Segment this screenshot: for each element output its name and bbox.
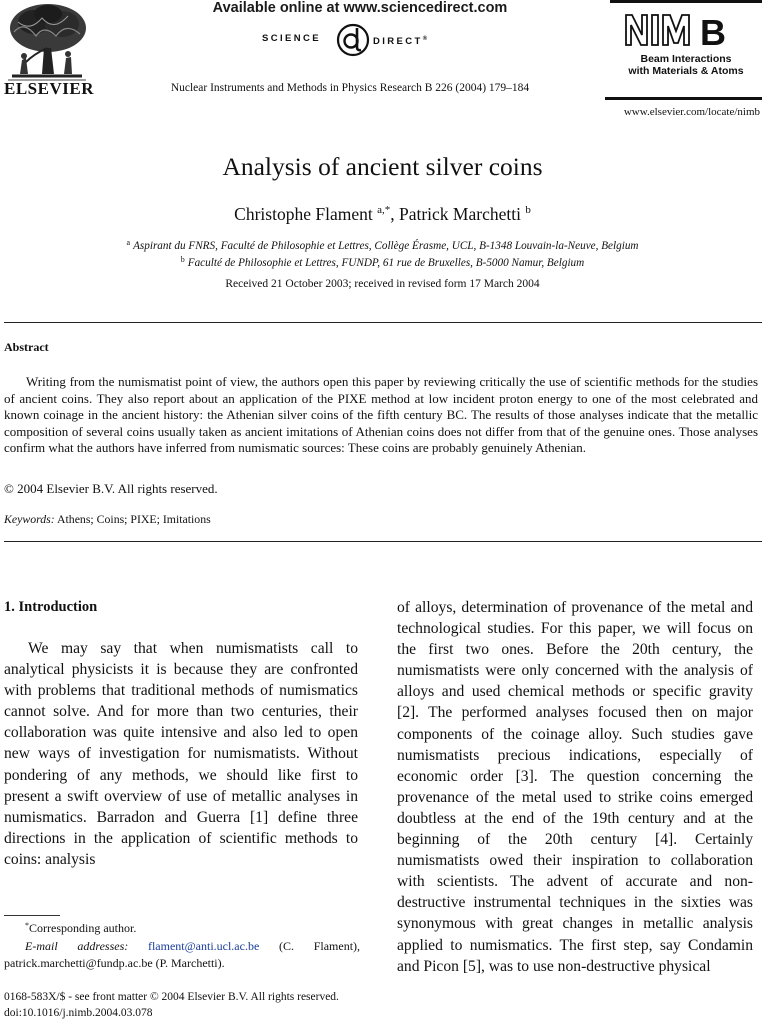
footnote-emails [4,938,360,972]
footnote-corresponding-author [4,921,360,935]
author-1: Christophe Flament [234,204,373,224]
nimb-logo-mark [622,13,752,47]
nimb-subtitle-line-2: with Materials & Atoms [628,65,744,77]
doi[interactable]: doi:10.1016/j.nimb.2004.03.078 [4,1007,153,1019]
elsevier-tree-logo [4,2,90,82]
abstract-text: Writing from the numismatist point of view, the authors open this paper by reviewing critically the use of scientific methods for the studies of ancient coins. They also report about an application of the PIXE method at low incident proton energy to one of the most celebrated and known coinage in the ancient history: the Athenian silver coins of the fifth century BC. The results of those analyses indicate that the metallic composition of several coins usually taken as ancient imitations of Athenian coins does not differ from that of the genuine ones. Those analyses confirm what the authors have inferred from numismatic sources: These coins are probably genuinely Athenian. [4,374,758,455]
keywords-list: Athens; Coins; PIXE; Imitations [57,512,211,526]
abstract-top-rule [4,322,762,323]
sciencedirect-left-word: SCIENCE [262,33,322,44]
section-heading-introduction: 1. Introduction [4,599,98,615]
affiliation-a [20,239,745,253]
affiliation-b [20,256,745,270]
journal-reference: Nuclear Instruments and Methods in Physics Research B 226 (2004) 179–184 [170,82,530,94]
author-separator: , [390,204,399,224]
received-dates: Received 21 October 2003; received in revised form 17 March 2004 [225,278,540,290]
email-owner-flament: (C. Flament), [279,939,361,953]
sciencedirect-logo [262,20,462,60]
email-link-flament[interactable]: flament@anti.ucl.ac.be [147,939,260,953]
author-1-affiliation-mark: a,* [377,204,391,216]
issn-front-matter: 0168-583X/$ - see front matter © 2004 Elsevier B.V. All rights reserved. [4,991,339,1003]
author-2: Patrick Marchetti [398,204,521,224]
sciencedirect-at-icon [336,20,370,60]
author-list [0,203,765,225]
email-label: E-mail addresses: [25,939,129,953]
affiliation-a-mark: a [126,238,131,247]
email-link-marchetti[interactable]: patrick.marchetti@fundp.ac.be [4,956,153,970]
journal-url: www.elsevier.com/locate/nimb [623,106,760,118]
nimb-subtitle [610,53,762,77]
keywords [4,512,211,526]
body-right-column: of alloys, determination of provenance of the metal and technological studies. For this paper, we will focus on the first two ones. Before the 20th century, the numismatists were only concerned with the analysis of alloys and used chemical methods or specific gravity [2]. The performed analyses focused then on major components of the coinage alloy. Such studies gave numismatists precious indications, especially of economic order [3]. The question concerning the provenance of the metal used to strike coins emerged doubtless at the end of the 19th century and at the beginning of the 20th century [4]. Certainly numismatists owed their inspiration to collaboration with scientists. The advent of accurate and non-destructive instrumental techniques in the sixties was synonymous with great changes in metallic analysis applied to numismatics. The first step, say Condamin and Picon [5], was to use non-destructive physical [397,599,753,975]
footnote-mark: * [25,921,29,930]
nimb-subtitle-line-1: Beam Interactions [640,53,732,65]
affiliation-b-text: Faculté de Philosophie et Lettres, FUNDP, 61 rue de Bruxelles, B-5000 Namur, Belgium [187,257,585,269]
body-left-column: We may say that when numismatists call to analytical physicists it is because they are confronted with problems that traditional methods of numismatics cannot solve. And for more than two centuries, their collaboration was quite intensive and also led to open new ways of investigation for numismatists. Without pondering of any methods, we should like first to present a swift overview of use of metallic analyses in numismatics. Barradon and Guerra [1] define three directions in the application of scientific methods to coins: analysis [4,640,358,868]
affiliation-b-mark: b [180,255,185,264]
abstract-bottom-rule [4,541,762,542]
affiliation-a-text: Aspirant du FNRS, Faculté de Philosophie et Lettres, Collège Érasme, UCL, B-1348 Louvain-la-Neuve, Belgium [133,240,639,252]
footnote-rule [4,915,60,916]
author-2-affiliation-mark: b [525,204,531,216]
publisher-name: ELSEVIER [4,79,94,98]
svg-text:B: B [700,13,726,47]
abstract-heading: Abstract [4,340,49,354]
available-online-text: Available online at www.sciencedirect.com [212,0,508,16]
abstract-copyright: © 2004 Elsevier B.V. All rights reserved. [4,481,218,496]
sciencedirect-right-word: DIRECT® [373,36,428,47]
nimb-journal-logo [610,0,762,85]
article-title: Analysis of ancient silver coins [222,152,543,181]
keywords-label: Keywords: [4,512,55,526]
email-owner-marchetti: (P. Marchetti). [155,956,225,970]
footnote-corresponding-text: Corresponding author. [29,921,137,935]
header-divider [605,97,762,100]
